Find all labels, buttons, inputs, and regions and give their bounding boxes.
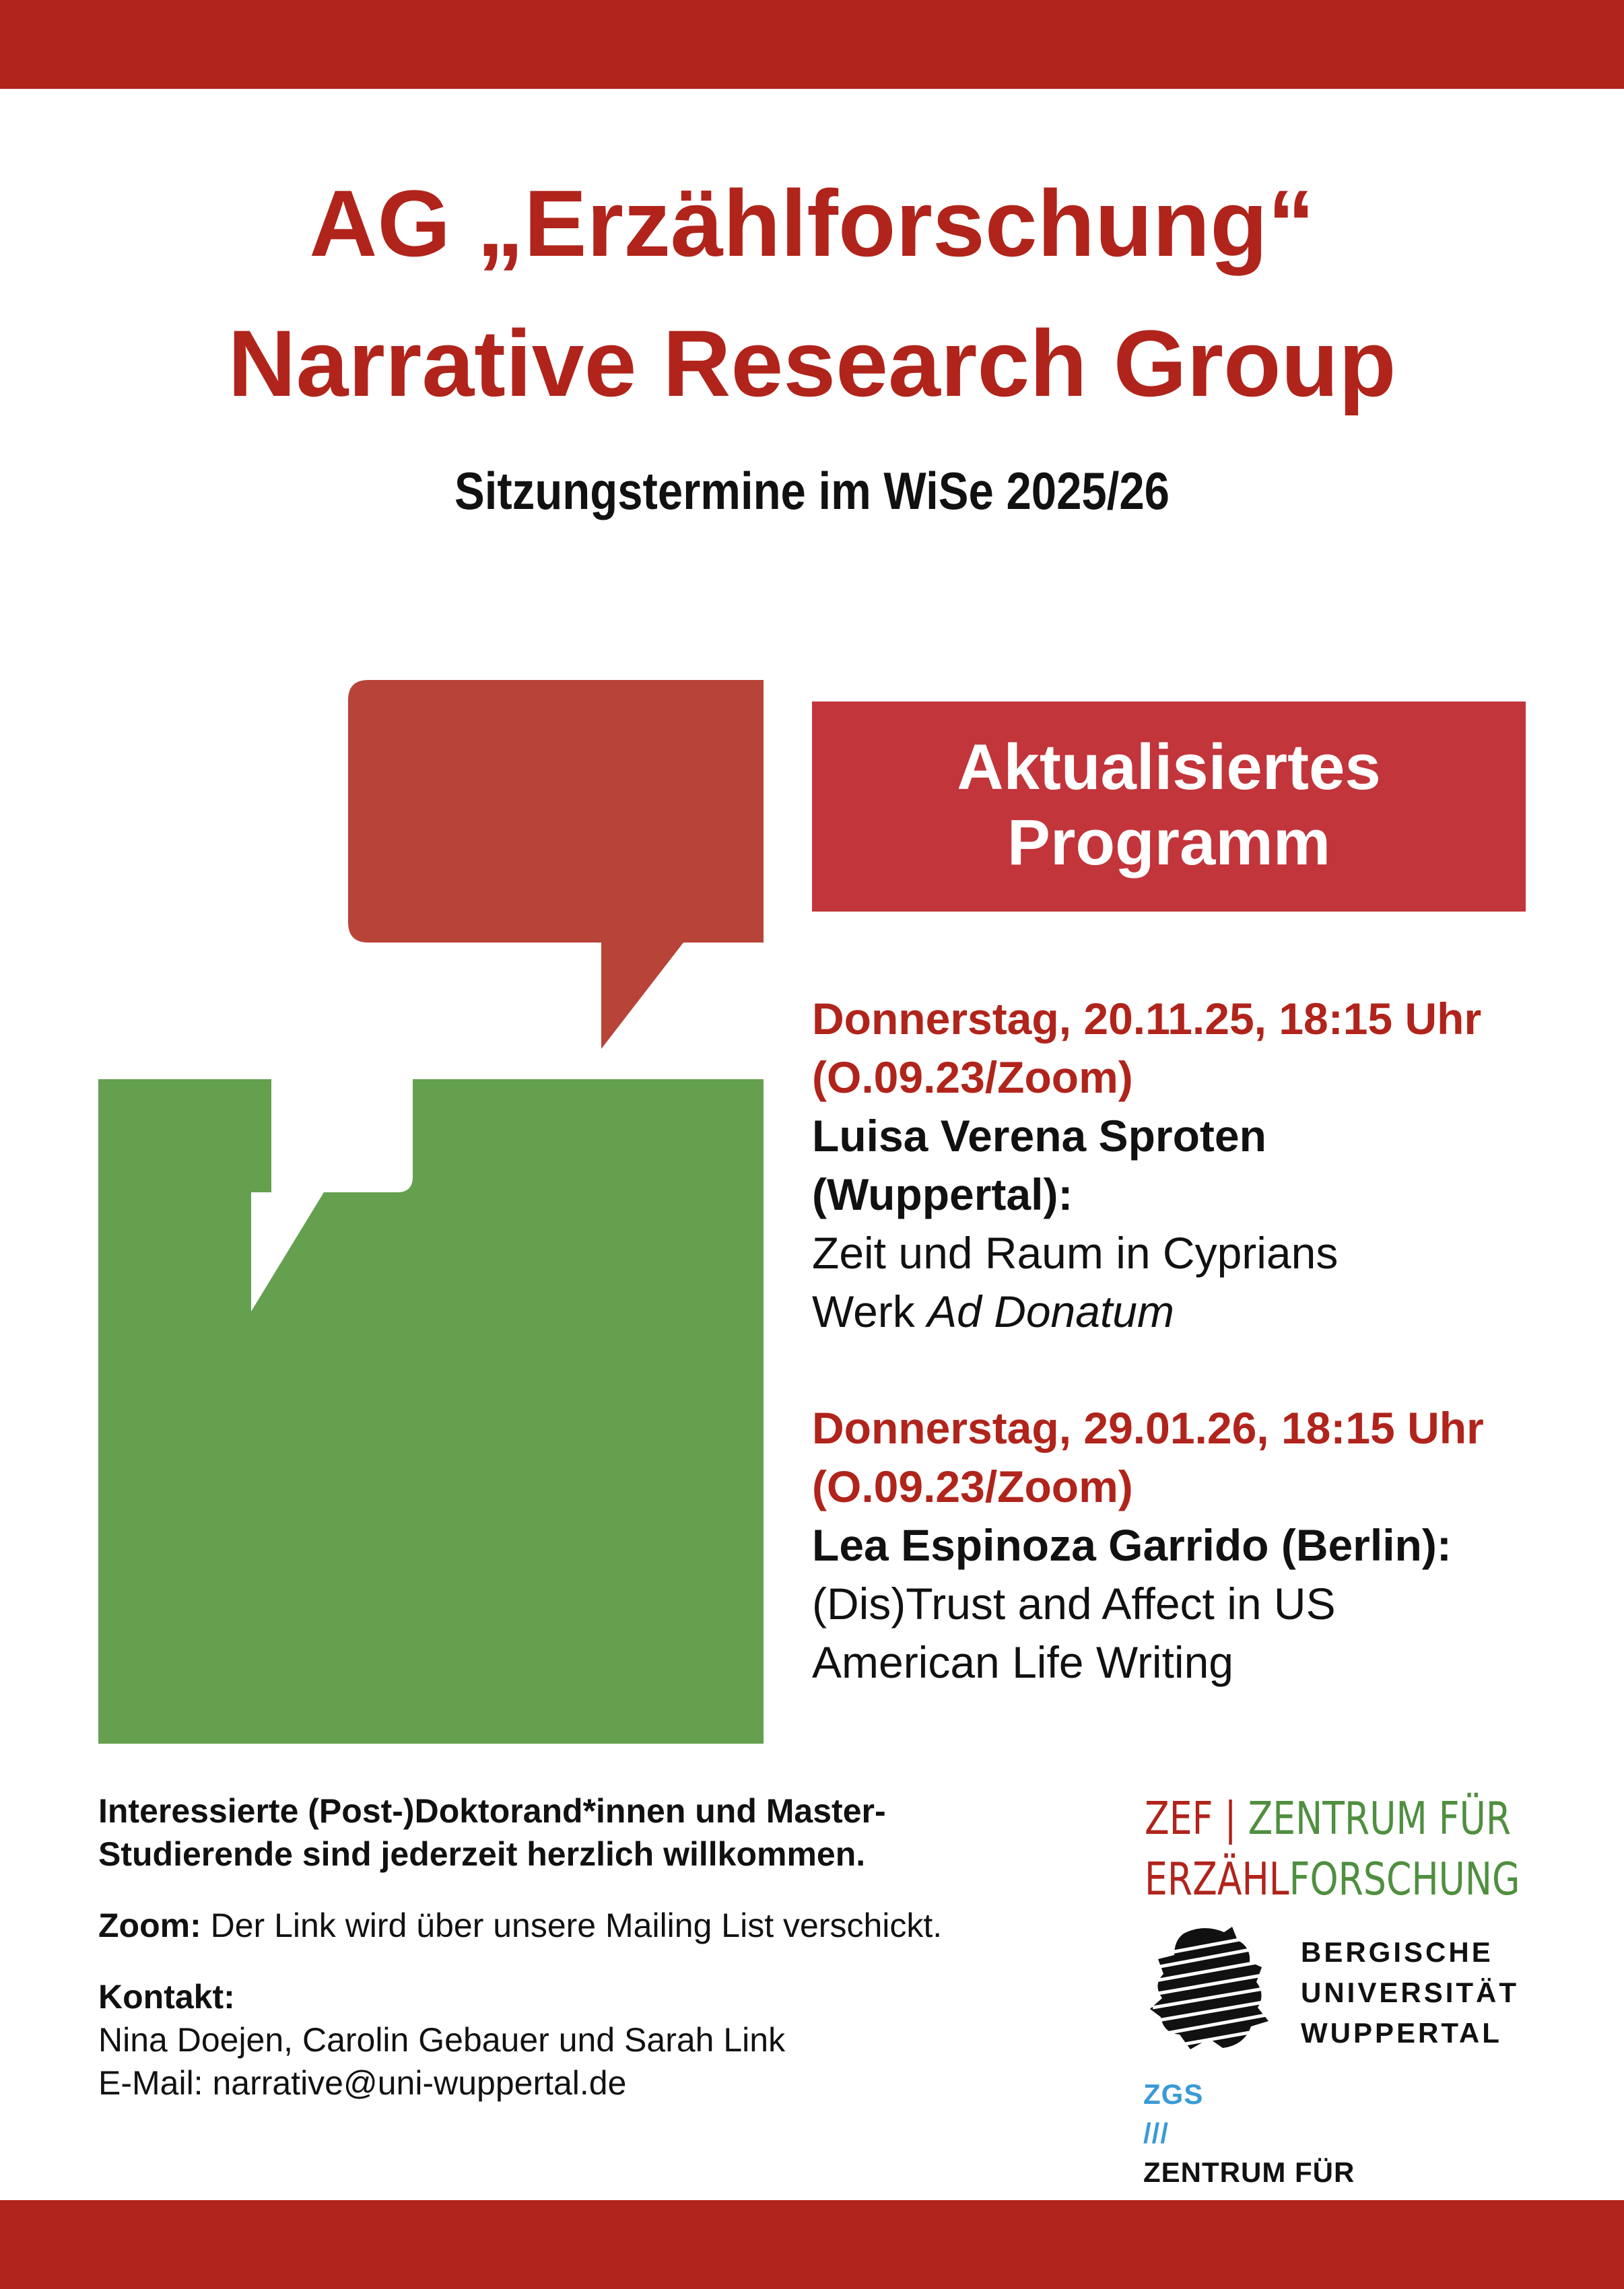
- invitation-text: [98, 1789, 1054, 1876]
- session-speaker-affiliation: (Wuppertal):: [812, 1169, 1073, 1219]
- contact-label: Kontakt:: [98, 1978, 235, 2016]
- university-line-2: UNIVERSITÄT: [1301, 1977, 1520, 2008]
- session-speaker: Lea Espinoza Garrido (Berlin):: [812, 1520, 1452, 1570]
- top-red-band: [0, 0, 1624, 89]
- session-topic: Zeit und Raum in Cyprians: [812, 1228, 1339, 1278]
- banner-line-2: Programm: [1007, 807, 1331, 879]
- session-topic: (Dis)Trust and Affect in US: [812, 1579, 1336, 1629]
- session-dates-subtitle: Sitzungstermine im WiSe 2025/26: [454, 461, 1170, 520]
- zef-separator: |: [1224, 1792, 1237, 1845]
- topic-prefix: Werk: [812, 1287, 928, 1336]
- zef-logo-line-2: [1145, 1849, 1520, 1909]
- contact-email[interactable]: E-Mail: narrative@uni-wuppertal.de: [98, 2064, 627, 2102]
- title-english: Narrative Research Group: [228, 310, 1396, 416]
- session-topic-continued: American Life Writing: [812, 1637, 1234, 1687]
- zgs-abbr: ZGS: [1143, 2078, 1204, 2110]
- session-entry: [812, 1399, 1586, 1692]
- updated-program-banner: [812, 702, 1526, 912]
- banner-line-1: Aktualisiertes: [957, 731, 1381, 803]
- zef-red-part: ERZÄHL: [1145, 1853, 1289, 1905]
- zef-logo-line-1: [1145, 1788, 1512, 1849]
- zef-abbr: ZEF: [1145, 1792, 1213, 1845]
- bottom-red-band: [0, 2200, 1624, 2289]
- zef-logo: [1145, 1788, 1522, 1909]
- zoom-label: Zoom:: [98, 1907, 201, 1944]
- zgs-name-line-1: ZENTRUM FÜR: [1143, 2156, 1355, 2188]
- session-location: (O.09.23/Zoom): [812, 1052, 1133, 1102]
- title-german: AG „Erzählforschung“: [309, 170, 1315, 276]
- invitation-line-2: Studierende sind jederzeit herzlich willkommen.: [98, 1835, 866, 1873]
- session-datetime: Donnerstag, 20.11.25, 18:15 Uhr: [812, 994, 1482, 1044]
- university-line-1: BERGISCHE: [1301, 1936, 1493, 1968]
- zoom-text: Der Link wird über unsere Mailing List verschickt.: [201, 1907, 943, 1944]
- contact-names: Nina Doejen, Carolin Gebauer und Sarah Link: [98, 2021, 786, 2059]
- university-name: [1301, 1932, 1519, 2053]
- zoom-info: [98, 1904, 1054, 1947]
- speech-bubbles-icon: [98, 679, 764, 1744]
- lion-crest-icon: [1143, 1920, 1278, 2055]
- zef-green-part: FORSCHUNG: [1289, 1853, 1520, 1905]
- zgs-line-1: [1143, 2075, 1487, 2192]
- session-entry: [812, 990, 1586, 1341]
- session-datetime: Donnerstag, 29.01.26, 18:15 Uhr: [812, 1403, 1484, 1453]
- zgs-slashes: ///: [1143, 2117, 1170, 2149]
- university-line-3: WUPPERTAL: [1301, 2017, 1502, 2049]
- session-location: (O.09.23/Zoom): [812, 1462, 1133, 1511]
- session-topic-continued: [812, 1283, 1586, 1341]
- contact-info: [98, 1975, 1054, 2105]
- zef-name: ZENTRUM FÜR: [1248, 1792, 1512, 1845]
- topic-italic-title: Ad Donatum: [927, 1287, 1174, 1336]
- invitation-line-1: Interessierte (Post-)Doktorand*innen und Master-: [98, 1792, 886, 1830]
- session-speaker: Luisa Verena Sproten: [812, 1111, 1266, 1161]
